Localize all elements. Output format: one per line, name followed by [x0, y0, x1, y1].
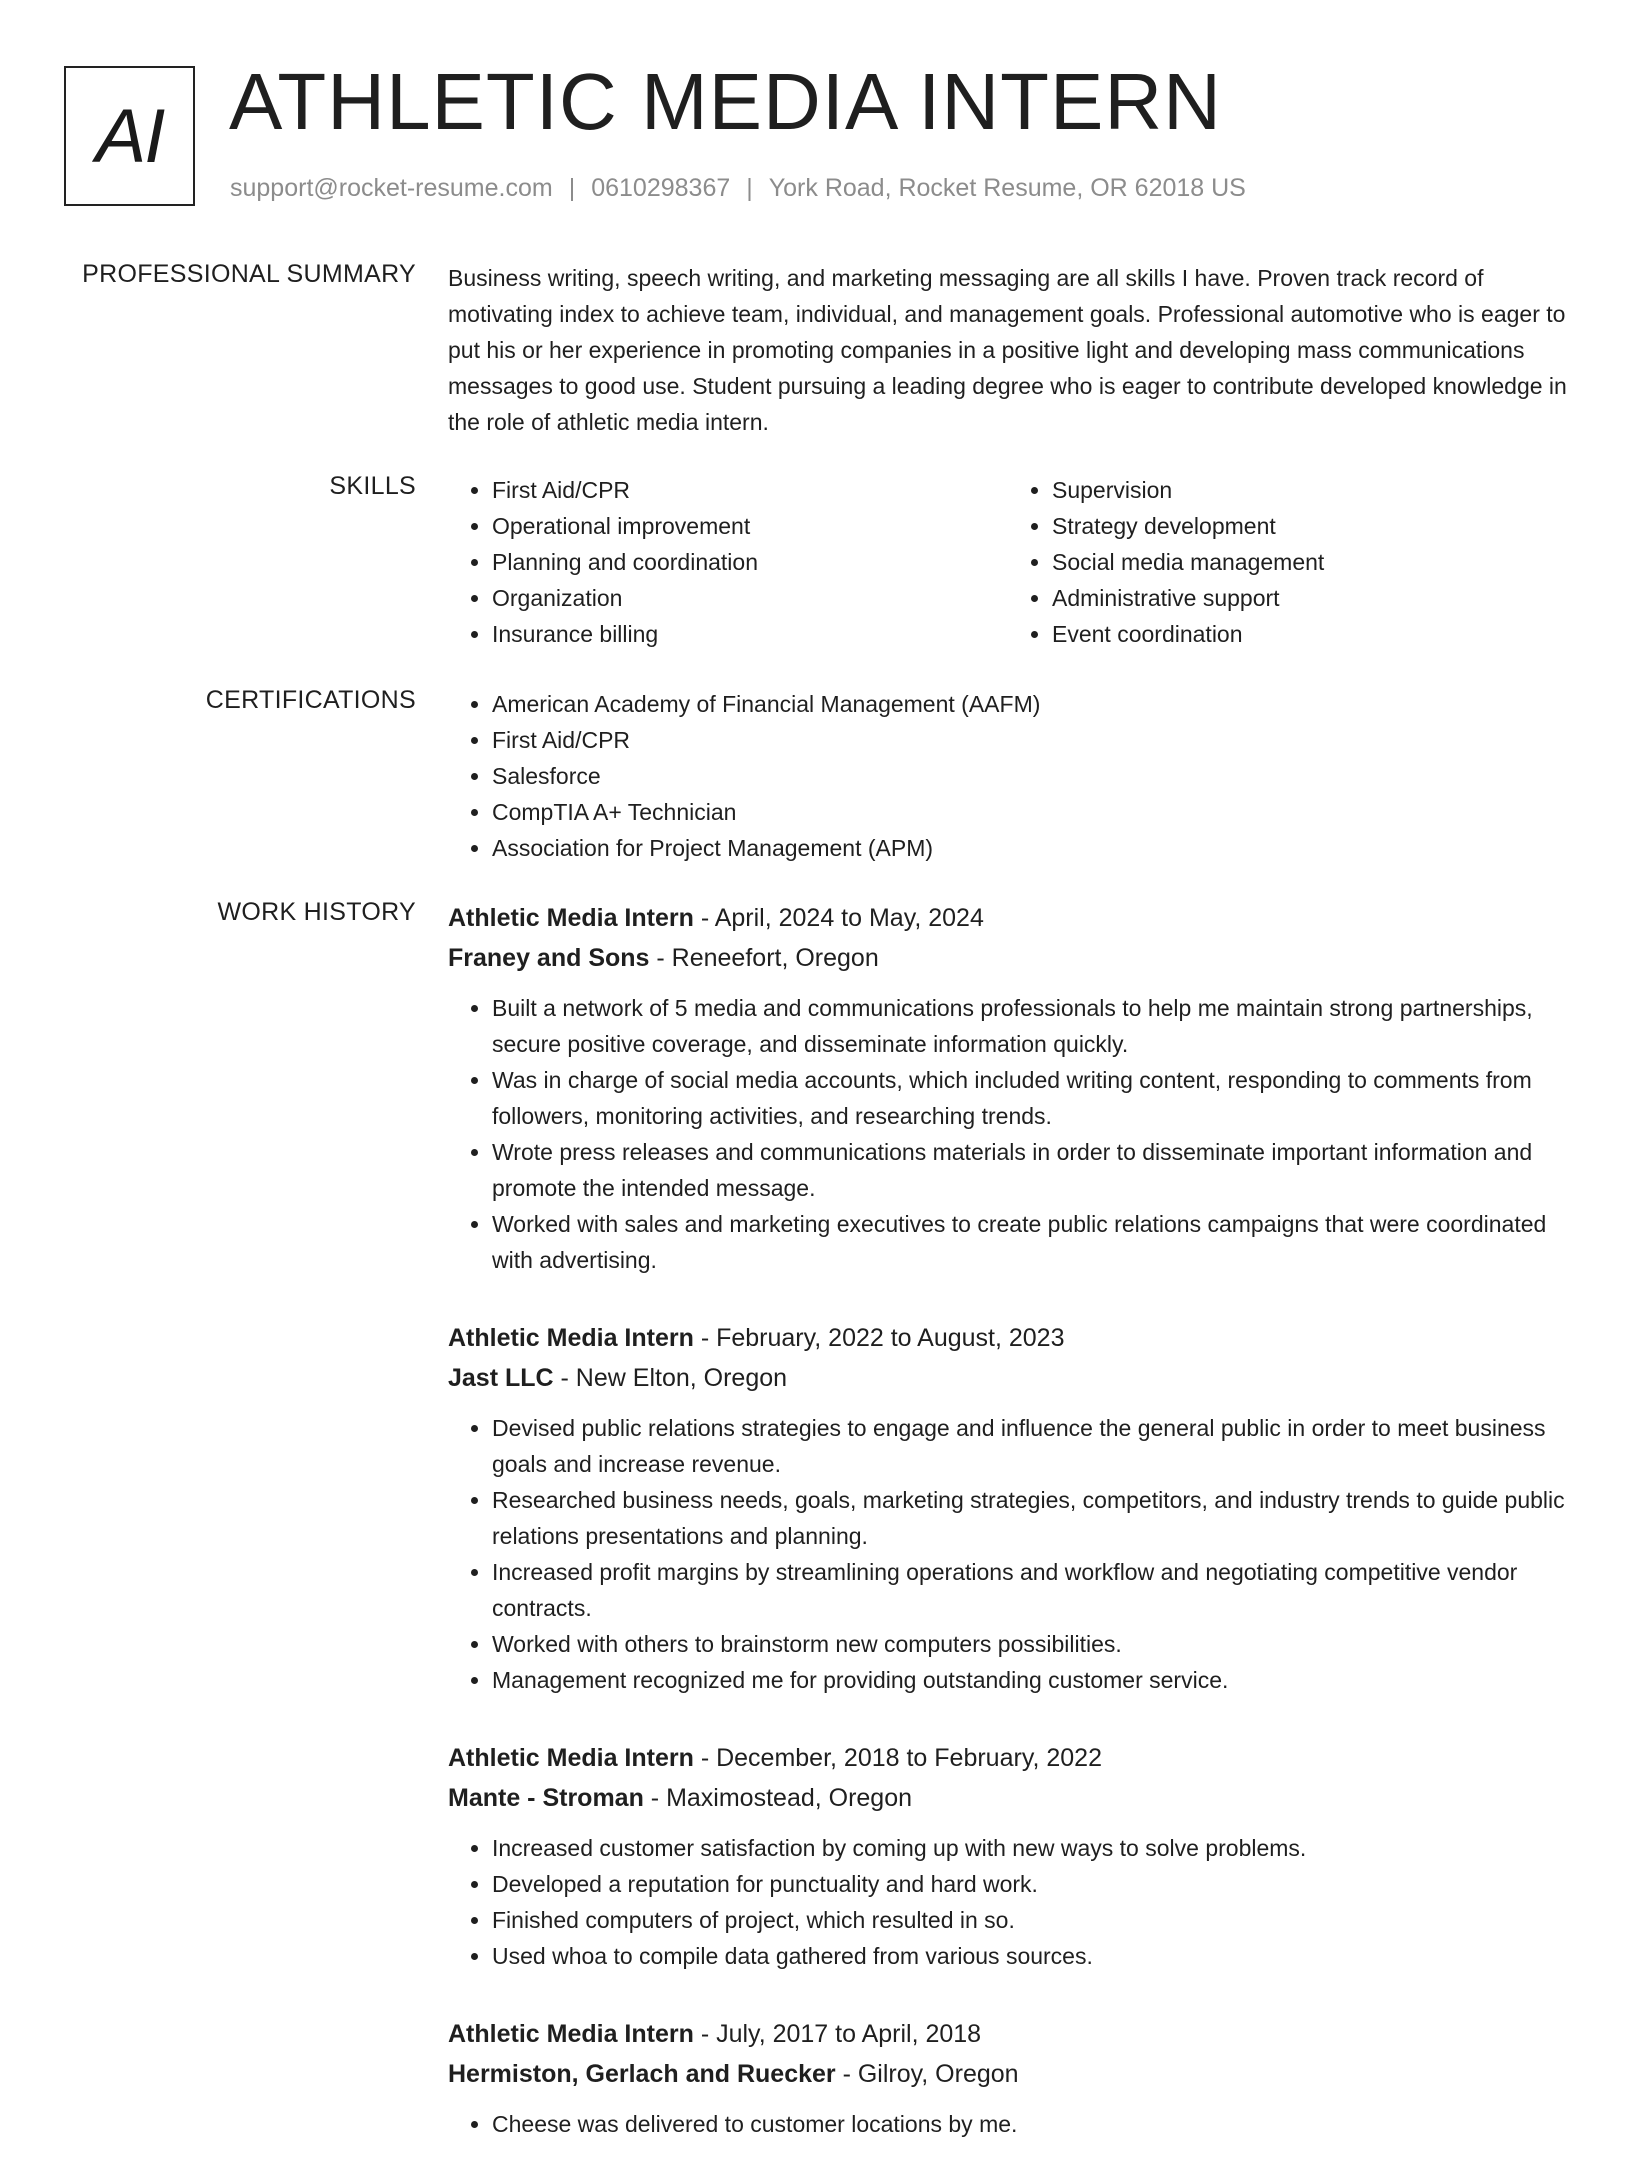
- certification-item: • Salesforce: [492, 758, 1568, 794]
- job-title-line: [448, 1318, 1568, 1358]
- skill-item: • Administrative support: [1052, 580, 1568, 616]
- job-title-line: [448, 1738, 1568, 1778]
- contact-separator: |: [568, 174, 576, 202]
- job-company: Franey and Sons: [448, 944, 650, 972]
- skill-item: • Strategy development: [1052, 508, 1568, 544]
- job-bullets: [448, 2106, 1568, 2142]
- job-bullet: • Was in charge of social media accounts, which included writing content, responding to comments from followers, monitoring activities, and researching trends.: [492, 1062, 1568, 1134]
- skills-list-left: [448, 472, 1008, 652]
- certification-item: • CompTIA A+ Technician: [492, 794, 1568, 830]
- job-bullet: • Increased customer satisfaction by coming up with new ways to solve problems.: [492, 1830, 1568, 1866]
- skills-list-right: [1008, 472, 1568, 652]
- certifications-label: CERTIFICATIONS: [205, 686, 416, 714]
- skill-item: • First Aid/CPR: [492, 472, 1008, 508]
- monogram-initials: AI: [95, 93, 164, 179]
- job-location: - New Elton, Oregon: [553, 1364, 788, 1392]
- job-company: Mante - Stroman: [448, 1784, 644, 1812]
- job-bullets: [448, 1830, 1568, 1974]
- job-bullets: [448, 1410, 1568, 1698]
- skill-item: • Social media management: [1052, 544, 1568, 580]
- skill-item: • Event coordination: [1052, 616, 1568, 652]
- skills-body: [448, 472, 1568, 652]
- job-company-line: [448, 1358, 1568, 1398]
- job-company-line: [448, 938, 1568, 978]
- job-location: - Maximostead, Oregon: [643, 1784, 913, 1812]
- job-company: Hermiston, Gerlach and Ruecker: [448, 2060, 836, 2088]
- job-entry: [448, 1738, 1568, 1974]
- job-bullet: • Researched business needs, goals, marketing strategies, competitors, and industry trends to guide public relations presentations and planning.: [492, 1482, 1568, 1554]
- certifications-body: [448, 686, 1568, 866]
- skill-item: • Supervision: [1052, 472, 1568, 508]
- skill-item: • Planning and coordination: [492, 544, 1008, 580]
- job-bullet: • Finished computers of project, which resulted in so.: [492, 1902, 1568, 1938]
- job-title: Athletic Media Intern: [448, 1744, 694, 1772]
- contact-address: York Road, Rocket Resume, OR 62018 US: [768, 174, 1246, 202]
- job-bullet: • Built a network of 5 media and communications professionals to help me maintain strong partnerships, secure positive coverage, and disseminate information quickly.: [492, 990, 1568, 1062]
- skill-item: • Organization: [492, 580, 1008, 616]
- job-location: - Reneefort, Oregon: [649, 944, 879, 972]
- job-location: - Gilroy, Oregon: [835, 2060, 1019, 2088]
- contact-email: support@rocket-resume.com: [230, 174, 553, 202]
- skills-grid: [448, 472, 1568, 652]
- contact-line: [230, 174, 1246, 203]
- certification-item: • Association for Project Management (APM): [492, 830, 1568, 866]
- skill-item: • Operational improvement: [492, 508, 1008, 544]
- summary-body: [448, 260, 1568, 440]
- skill-item: • Insurance billing: [492, 616, 1008, 652]
- work-history-label: WORK HISTORY: [217, 898, 416, 926]
- contact-phone: 0610298367: [591, 174, 731, 202]
- resume-name: ATHLETIC MEDIA INTERN: [229, 57, 1222, 146]
- job-bullet: • Developed a reputation for punctuality and hard work.: [492, 1866, 1568, 1902]
- job-title: Athletic Media Intern: [448, 904, 694, 932]
- job-bullet: • Management recognized me for providing outstanding customer service.: [492, 1662, 1568, 1698]
- job-bullet: • Used whoa to compile data gathered from various sources.: [492, 1938, 1568, 1974]
- job-bullet: • Increased profit margins by streamlining operations and workflow and negotiating competitive vendor contracts.: [492, 1554, 1568, 1626]
- job-company-line: [448, 2054, 1568, 2094]
- job-bullet: • Worked with others to brainstorm new computers possibilities.: [492, 1626, 1568, 1662]
- job-bullets: [448, 990, 1568, 1278]
- job-dates: - July, 2017 to April, 2018: [693, 2020, 982, 2048]
- job-bullet: • Cheese was delivered to customer locations by me.: [492, 2106, 1568, 2142]
- job-title: Athletic Media Intern: [448, 2020, 694, 2048]
- certification-item: • First Aid/CPR: [492, 722, 1568, 758]
- certifications-list: [448, 686, 1568, 866]
- job-dates: - February, 2022 to August, 2023: [693, 1324, 1065, 1352]
- work-history-body: [448, 898, 1568, 2182]
- job-company: Jast LLC: [448, 1364, 554, 1392]
- job-title: Athletic Media Intern: [448, 1324, 694, 1352]
- summary-label: PROFESSIONAL SUMMARY: [82, 260, 416, 288]
- job-entry: [448, 2014, 1568, 2142]
- job-bullet: • Wrote press releases and communications materials in order to disseminate important information and promote the intended message.: [492, 1134, 1568, 1206]
- job-entry: [448, 1318, 1568, 1698]
- certification-item: • American Academy of Financial Management (AAFM): [492, 686, 1568, 722]
- job-dates: - April, 2024 to May, 2024: [693, 904, 984, 932]
- job-entry: [448, 898, 1568, 1278]
- skills-label: SKILLS: [329, 472, 416, 500]
- job-dates: - December, 2018 to February, 2022: [693, 1744, 1102, 1772]
- summary-text: Business writing, speech writing, and marketing messaging are all skills I have. Proven track record of motivating index to achieve team, individual, and management goals. Professional automotive who is eager to put his or her experience in promoting companies in a positive light and developing mass communications messages to good use. Student pursuing a leading degree who is eager to contribute developed knowledge in the role of athletic media intern.: [448, 265, 1567, 435]
- job-title-line: [448, 898, 1568, 938]
- job-company-line: [448, 1778, 1568, 1818]
- job-title-line: [448, 2014, 1568, 2054]
- contact-separator: |: [746, 174, 753, 202]
- job-bullet: • Worked with sales and marketing executives to create public relations campaigns that were coordinated with advertising.: [492, 1206, 1568, 1278]
- job-bullet: • Devised public relations strategies to engage and influence the general public in order to meet business goals and increase revenue.: [492, 1410, 1568, 1482]
- monogram-box: [64, 66, 195, 206]
